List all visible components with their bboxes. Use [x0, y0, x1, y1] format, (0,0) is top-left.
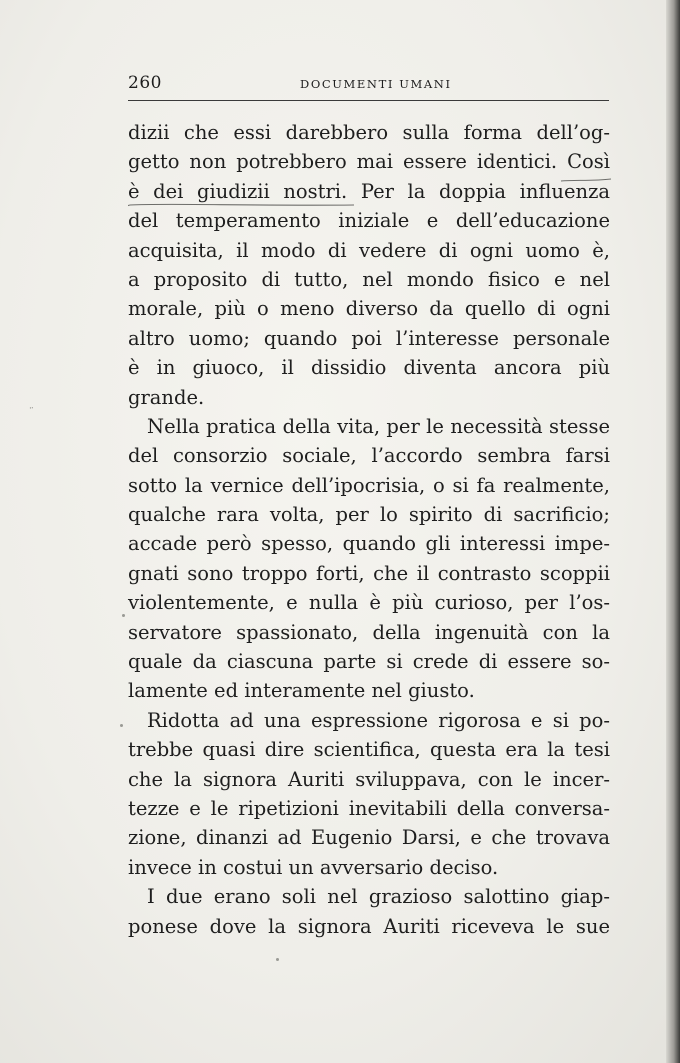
pencil-underline-annotation-2 [560, 176, 612, 184]
text-line: a proposito di tutto, nel mondo fisico e nel [128, 267, 610, 291]
text-line: altro uomo; quando poi l’interesse personale [128, 326, 610, 350]
text-line: del consorzio sociale, l’accordo sembra farsi [128, 444, 610, 468]
text-line: sotto la vernice dell’ipocrisia, o si fa realmente, [128, 473, 610, 497]
text-line: zione, dinanzi ad Eugenio Darsi, e che trovava [128, 826, 610, 850]
text-line: violentemente, e nulla è più curioso, per l’os- [128, 591, 610, 615]
page-number: 260 [128, 73, 162, 93]
running-head [128, 73, 610, 97]
text-line: del temperamento iniziale e dell’educazione [128, 209, 610, 233]
page-edge-shadow [666, 0, 680, 1063]
text-line: qualche rara volta, per lo spirito di sacrificio; [128, 503, 610, 527]
text-line: invece in costui un avversario deciso. [128, 855, 499, 879]
header-rule [128, 100, 609, 101]
text-line: tezze e le ripetizioni inevitabili della conversa- [128, 796, 610, 820]
margin-smudge: ·‧ [29, 404, 33, 414]
text-line: Ridotta ad una espressione rigorosa e si po- [147, 708, 610, 732]
text-line: ponese dove la signora Auriti riceveva le sue [128, 914, 610, 938]
text-line: trebbe quasi dire scientifica, questa era la tesi [128, 738, 610, 762]
text-line: è in giuoco, il dissidio diventa ancora più [128, 356, 610, 380]
text-line: morale, più o meno diverso da quello di ogni [128, 297, 610, 321]
text-line: getto non potrebbero mai essere identici. Così [128, 150, 610, 174]
text-line: acquisita, il modo di vedere di ogni uomo è, [128, 238, 610, 262]
text-line: grande. [128, 385, 205, 409]
body-text [128, 118, 610, 941]
text-line: servatore spassionato, della ingenuità con la [128, 620, 610, 644]
paper-speck [122, 614, 125, 617]
text-line: I due erano soli nel grazioso salottino giap- [147, 885, 610, 909]
paper-speck [276, 958, 279, 961]
text-line: quale da ciascuna parte si crede di essere so- [128, 650, 610, 674]
text-line: accade però spesso, quando gli interessi impe- [128, 532, 610, 556]
paper-speck [120, 724, 123, 727]
text-line: che la signora Auriti sviluppava, con le incer- [128, 767, 610, 791]
running-title: DOCUMENTI UMANI [300, 77, 452, 91]
text-line: lamente ed interamente nel giusto. [128, 679, 475, 703]
text-line: è dei giudizii nostri. Per la doppia influenza [128, 179, 610, 203]
text-line: dizii che essi darebbero sulla forma dell’og- [128, 121, 610, 144]
text-line: gnati sono troppo forti, che il contrasto scoppii [128, 561, 610, 585]
text-line: Nella pratica della vita, per le necessità stesse [147, 414, 610, 438]
